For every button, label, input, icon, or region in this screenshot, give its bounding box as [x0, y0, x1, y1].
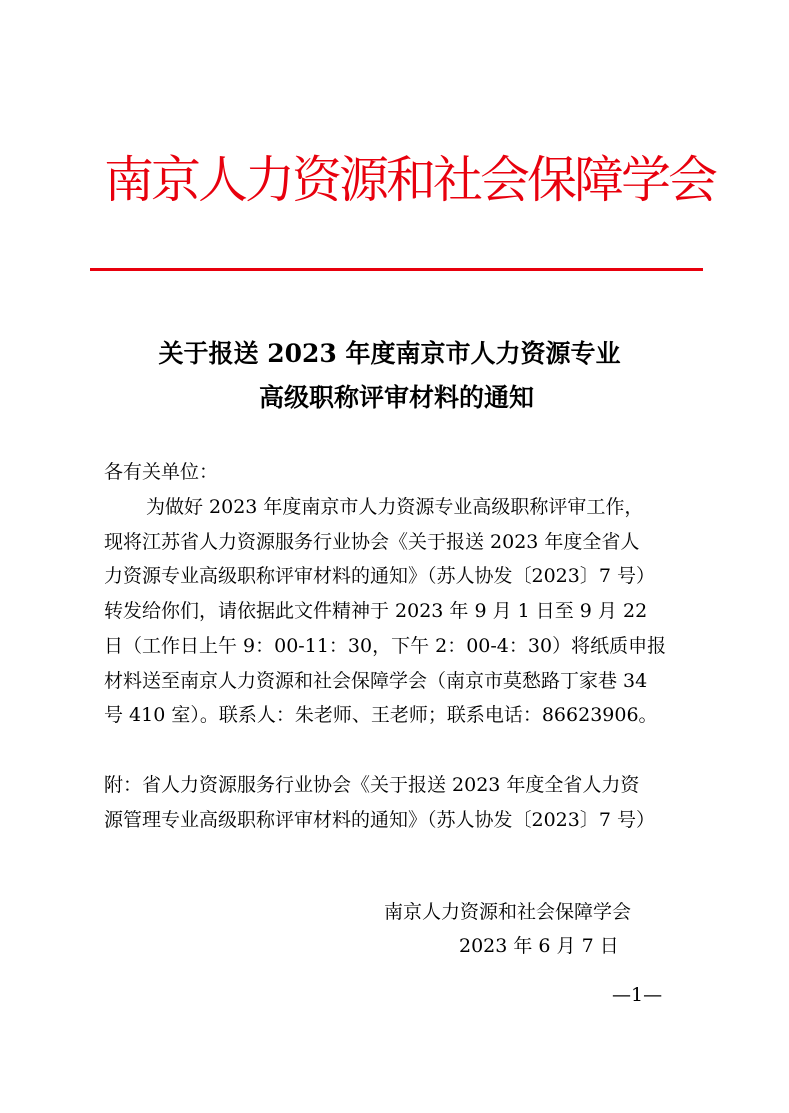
attachment-line: 附：省人力资源服务行业协会《关于报送 2023 年度全省人力资 — [104, 774, 640, 796]
main-paragraph — [104, 490, 704, 733]
paragraph-line: 日（工作日上午 9：00-11：30，下午 2：00-4：30）将纸质申报 — [104, 634, 667, 657]
letterhead-org-name: 南京人力资源和社会保障学会 — [104, 151, 715, 209]
signature-org: 南京人力资源和社会保障学会 — [384, 901, 632, 923]
paragraph-line: 力资源专业高级职称评审材料的通知》（苏人协发〔2023〕7 号） — [104, 565, 655, 588]
signature-date: 2023 年 6 月 7 日 — [459, 935, 619, 957]
paragraph-line: 材料送至南京人力资源和社会保障学会（南京市莫愁路丁家巷 34 — [104, 669, 648, 692]
salutation: 各有关单位： — [104, 461, 219, 483]
attachment-line: 源管理专业高级职称评审材料的通知》（苏人协发〔2023〕7 号） — [104, 808, 655, 831]
paragraph-line: 现将江苏省人力资源服务行业协会《关于报送 2023 年度全省人 — [104, 530, 640, 553]
letterhead-red-rule — [90, 268, 703, 271]
paragraph-line: 转发给你们，请依据此文件精神于 2023 年 9 月 1 日至 9 月 22 — [104, 600, 648, 623]
document-title-line-2: 高级职称评审材料的通知 — [258, 383, 534, 412]
document-title — [90, 332, 703, 420]
paragraph-line: 号 410 室）。联系人：朱老师、王老师；联系电话：86623906。 — [104, 704, 658, 727]
document-title-line-1: 关于报送 2023 年度南京市人力资源专业 — [158, 339, 621, 368]
attachment-note — [104, 768, 704, 837]
paragraph-line: 为做好 2023 年度南京市人力资源专业高级职称评审工作， — [146, 496, 644, 518]
page-number: —1— — [612, 984, 663, 1006]
